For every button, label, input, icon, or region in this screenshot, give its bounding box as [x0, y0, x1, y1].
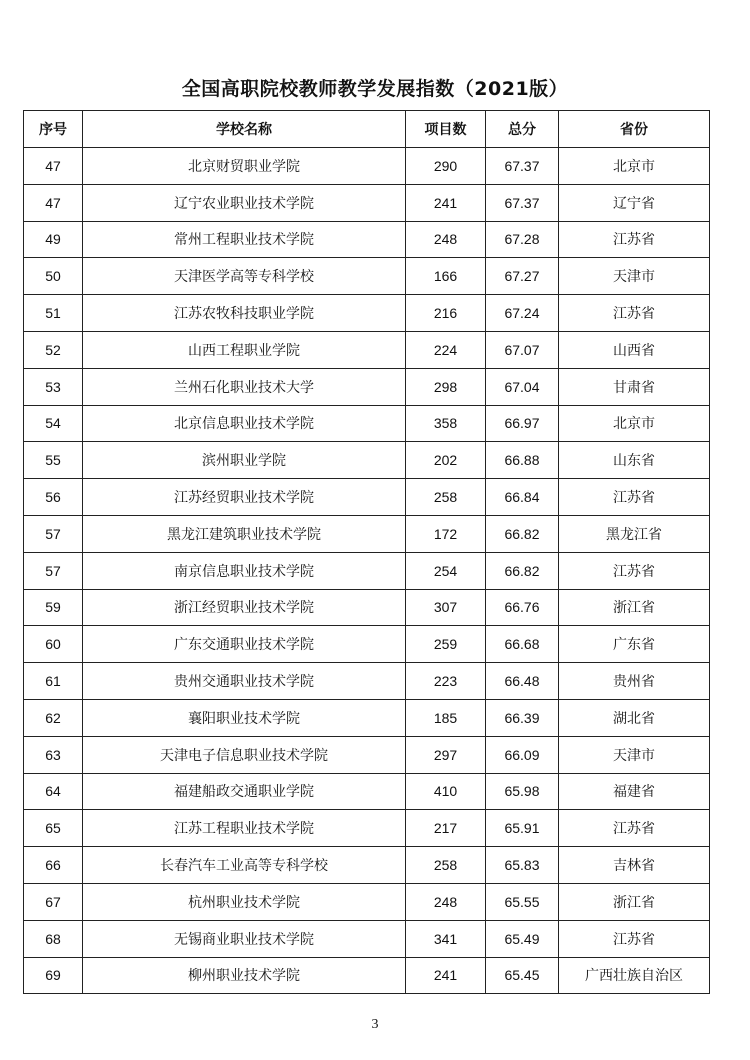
cell-project-count: 241	[406, 184, 486, 221]
cell-school-name: 山西工程职业学院	[83, 331, 406, 368]
cell-rank: 67	[24, 883, 83, 920]
header-province: 省份	[559, 111, 710, 148]
cell-province: 广东省	[559, 626, 710, 663]
cell-project-count: 254	[406, 552, 486, 589]
cell-province: 甘肃省	[559, 368, 710, 405]
cell-rank: 57	[24, 552, 83, 589]
table-row	[24, 184, 710, 221]
cell-total-score: 66.82	[486, 552, 559, 589]
cell-total-score: 67.28	[486, 221, 559, 258]
cell-rank: 54	[24, 405, 83, 442]
cell-total-score: 66.82	[486, 515, 559, 552]
cell-province: 北京市	[559, 405, 710, 442]
cell-project-count: 307	[406, 589, 486, 626]
cell-rank: 65	[24, 810, 83, 847]
header-project-count: 项目数	[406, 111, 486, 148]
cell-project-count: 223	[406, 663, 486, 700]
cell-school-name: 黑龙江建筑职业技术学院	[83, 515, 406, 552]
cell-project-count: 259	[406, 626, 486, 663]
cell-project-count: 248	[406, 883, 486, 920]
cell-school-name: 无锡商业职业技术学院	[83, 920, 406, 957]
table-row	[24, 295, 710, 332]
header-total-score: 总分	[486, 111, 559, 148]
table-row	[24, 663, 710, 700]
cell-rank: 64	[24, 773, 83, 810]
table-row	[24, 883, 710, 920]
cell-province: 湖北省	[559, 699, 710, 736]
cell-province: 江苏省	[559, 221, 710, 258]
table-row	[24, 699, 710, 736]
cell-province: 贵州省	[559, 663, 710, 700]
cell-project-count: 290	[406, 148, 486, 185]
cell-total-score: 66.88	[486, 442, 559, 479]
cell-school-name: 贵州交通职业技术学院	[83, 663, 406, 700]
cell-total-score: 66.09	[486, 736, 559, 773]
cell-total-score: 65.98	[486, 773, 559, 810]
cell-total-score: 65.45	[486, 957, 559, 994]
table-row	[24, 479, 710, 516]
cell-school-name: 江苏工程职业技术学院	[83, 810, 406, 847]
cell-province: 北京市	[559, 148, 710, 185]
cell-province: 天津市	[559, 258, 710, 295]
cell-school-name: 北京信息职业技术学院	[83, 405, 406, 442]
cell-project-count: 172	[406, 515, 486, 552]
cell-project-count: 297	[406, 736, 486, 773]
cell-school-name: 江苏经贸职业技术学院	[83, 479, 406, 516]
table-row	[24, 552, 710, 589]
table-row	[24, 331, 710, 368]
cell-rank: 69	[24, 957, 83, 994]
cell-school-name: 广东交通职业技术学院	[83, 626, 406, 663]
table-row	[24, 957, 710, 994]
table-row	[24, 736, 710, 773]
cell-total-score: 67.27	[486, 258, 559, 295]
cell-project-count: 258	[406, 479, 486, 516]
table-row	[24, 405, 710, 442]
cell-rank: 60	[24, 626, 83, 663]
cell-province: 浙江省	[559, 589, 710, 626]
cell-rank: 47	[24, 148, 83, 185]
cell-province: 江苏省	[559, 479, 710, 516]
cell-rank: 56	[24, 479, 83, 516]
cell-project-count: 258	[406, 847, 486, 884]
cell-rank: 61	[24, 663, 83, 700]
cell-rank: 66	[24, 847, 83, 884]
cell-province: 山东省	[559, 442, 710, 479]
cell-total-score: 65.55	[486, 883, 559, 920]
page-number: 3	[371, 1017, 379, 1032]
table-row	[24, 847, 710, 884]
cell-school-name: 常州工程职业技术学院	[83, 221, 406, 258]
cell-school-name: 天津医学高等专科学校	[83, 258, 406, 295]
cell-rank: 62	[24, 699, 83, 736]
cell-school-name: 福建船政交通职业学院	[83, 773, 406, 810]
cell-province: 山西省	[559, 331, 710, 368]
cell-total-score: 66.76	[486, 589, 559, 626]
cell-rank: 55	[24, 442, 83, 479]
cell-total-score: 66.48	[486, 663, 559, 700]
table-row	[24, 920, 710, 957]
cell-project-count: 358	[406, 405, 486, 442]
table-row	[24, 148, 710, 185]
cell-total-score: 65.49	[486, 920, 559, 957]
table-row	[24, 442, 710, 479]
cell-total-score: 67.24	[486, 295, 559, 332]
cell-school-name: 柳州职业技术学院	[83, 957, 406, 994]
cell-school-name: 辽宁农业职业技术学院	[83, 184, 406, 221]
table-row	[24, 626, 710, 663]
cell-rank: 51	[24, 295, 83, 332]
cell-province: 广西壮族自治区	[559, 957, 710, 994]
cell-school-name: 长春汽车工业高等专科学校	[83, 847, 406, 884]
cell-school-name: 滨州职业学院	[83, 442, 406, 479]
cell-province: 吉林省	[559, 847, 710, 884]
cell-total-score: 66.97	[486, 405, 559, 442]
cell-school-name: 南京信息职业技术学院	[83, 552, 406, 589]
cell-province: 黑龙江省	[559, 515, 710, 552]
header-rank: 序号	[24, 111, 83, 148]
cell-project-count: 166	[406, 258, 486, 295]
page-title: 全国高职院校教师教学发展指数（2021版）	[181, 78, 569, 100]
cell-total-score: 67.37	[486, 184, 559, 221]
table-row	[24, 515, 710, 552]
cell-rank: 49	[24, 221, 83, 258]
cell-school-name: 北京财贸职业学院	[83, 148, 406, 185]
header-school-name: 学校名称	[83, 111, 406, 148]
cell-province: 辽宁省	[559, 184, 710, 221]
cell-total-score: 67.07	[486, 331, 559, 368]
cell-rank: 53	[24, 368, 83, 405]
cell-school-name: 襄阳职业技术学院	[83, 699, 406, 736]
table-row	[24, 810, 710, 847]
cell-project-count: 341	[406, 920, 486, 957]
cell-rank: 50	[24, 258, 83, 295]
table-row	[24, 589, 710, 626]
cell-project-count: 298	[406, 368, 486, 405]
table-row	[24, 258, 710, 295]
cell-rank: 68	[24, 920, 83, 957]
cell-province: 江苏省	[559, 295, 710, 332]
table-row	[24, 773, 710, 810]
cell-school-name: 浙江经贸职业技术学院	[83, 589, 406, 626]
cell-total-score: 65.91	[486, 810, 559, 847]
table-header-row	[24, 111, 710, 148]
cell-province: 江苏省	[559, 920, 710, 957]
cell-province: 福建省	[559, 773, 710, 810]
cell-rank: 57	[24, 515, 83, 552]
cell-project-count: 248	[406, 221, 486, 258]
cell-project-count: 224	[406, 331, 486, 368]
cell-rank: 47	[24, 184, 83, 221]
cell-total-score: 67.37	[486, 148, 559, 185]
table-row	[24, 221, 710, 258]
cell-school-name: 兰州石化职业技术大学	[83, 368, 406, 405]
cell-rank: 63	[24, 736, 83, 773]
table-body	[24, 148, 710, 994]
cell-total-score: 66.68	[486, 626, 559, 663]
cell-project-count: 202	[406, 442, 486, 479]
cell-rank: 59	[24, 589, 83, 626]
cell-total-score: 66.39	[486, 699, 559, 736]
cell-total-score: 65.83	[486, 847, 559, 884]
cell-school-name: 天津电子信息职业技术学院	[83, 736, 406, 773]
cell-project-count: 185	[406, 699, 486, 736]
cell-project-count: 217	[406, 810, 486, 847]
cell-school-name: 江苏农牧科技职业学院	[83, 295, 406, 332]
table-row	[24, 368, 710, 405]
cell-province: 天津市	[559, 736, 710, 773]
cell-project-count: 216	[406, 295, 486, 332]
cell-project-count: 410	[406, 773, 486, 810]
cell-rank: 52	[24, 331, 83, 368]
ranking-table	[23, 110, 710, 994]
cell-province: 浙江省	[559, 883, 710, 920]
cell-total-score: 67.04	[486, 368, 559, 405]
cell-province: 江苏省	[559, 810, 710, 847]
cell-total-score: 66.84	[486, 479, 559, 516]
cell-province: 江苏省	[559, 552, 710, 589]
cell-school-name: 杭州职业技术学院	[83, 883, 406, 920]
cell-project-count: 241	[406, 957, 486, 994]
